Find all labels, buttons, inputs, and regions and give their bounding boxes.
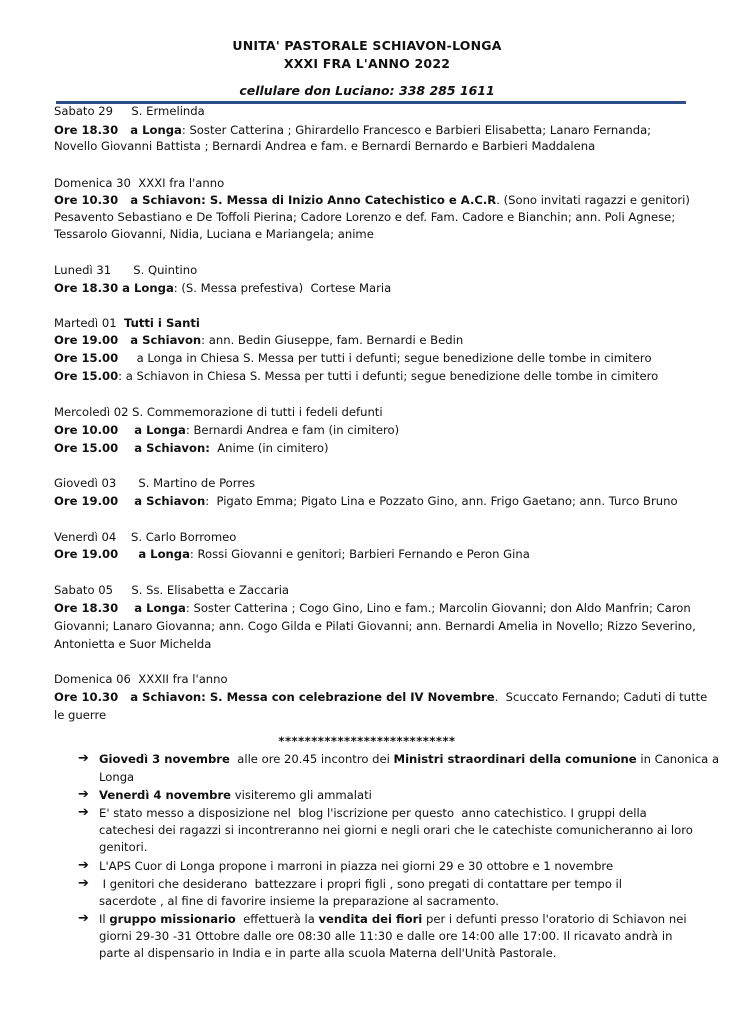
day-label: Giovedì 03 S. Martino de Porres [54, 476, 256, 490]
notice-item [99, 912, 714, 927]
mass-time-place: Ore 18.30 a Longa [54, 601, 186, 615]
section-separator: *************************** [278, 734, 456, 748]
mass-entry-cont [54, 708, 714, 722]
mass-entry [54, 690, 714, 704]
day-heading [54, 530, 714, 544]
mass-note: . (Sono invitati ragazzi e genitori) [496, 193, 690, 207]
notice-text: alle ore 20.45 incontro dei [229, 752, 394, 766]
notice-item [99, 877, 714, 892]
notice-item [99, 806, 714, 821]
mass-intentions: a Longa in Chiesa S. Messa per tutti i defunti; segue benedizione delle tombe in cimitero [118, 351, 652, 365]
mass-entry [54, 369, 714, 383]
notice-text: L'APS Cuor di Longa propone i marroni in piazza nei giorni 29 e 30 ottobre e 1 novembre [99, 859, 614, 873]
day-label: Venerdì 04 S. Carlo Borromeo [54, 530, 237, 544]
mass-entry [54, 423, 714, 437]
arrow-icon: ➔ [78, 911, 89, 926]
mass-intentions: : Soster Catterina ; Ghirardello Francesco e Barbieri Elisabetta; Lanaro Fernanda; [181, 123, 652, 137]
notice-date: Giovedì 3 novembre [99, 752, 230, 766]
mass-entry [54, 547, 714, 561]
mass-entry [54, 333, 714, 347]
mass-entry [54, 494, 714, 508]
notice-text: parte al dispensario in India e in parte alla scuola Materna dell'Unità Pastorale. [99, 946, 557, 960]
notice-text: E' stato messo a disposizione nel blog l'iscrizione per questo anno catechistico. I gruppi della [99, 806, 647, 820]
arrow-icon: ➔ [78, 876, 89, 891]
mass-intentions: Antonietta e Suor Michelda [54, 637, 212, 651]
notice-highlight: gruppo missionario [109, 912, 236, 926]
mass-entry-cont [54, 619, 714, 633]
notice-item-cont [99, 929, 714, 944]
mass-intentions: : ann. Bedin Giuseppe, fam. Bernardi e Bedin [201, 333, 464, 347]
mass-entry-cont [54, 637, 714, 651]
mass-time-place: Ore 19.00 a Schiavon [54, 333, 202, 347]
day-heading [54, 672, 714, 686]
mass-intentions: le guerre [54, 708, 107, 722]
notice-text: in Canonica a [636, 752, 720, 766]
mass-intentions: Tessarolo Giovanni, Nidia, Luciana e Mariangela; anime [54, 227, 374, 241]
notice-text: effettuerà la [235, 912, 319, 926]
day-label: Mercoledì 02 S. Commemorazione di tutti i fedeli defunti [54, 405, 383, 419]
phone-contact: cellulare don Luciano: 338 285 1611 [239, 83, 495, 98]
notice-text: visiteremo gli ammalati [231, 788, 372, 802]
notice-item [99, 788, 714, 803]
day-heading [54, 263, 714, 277]
mass-intentions: Pesavento Sebastiano e De Toffoli Pierina; Cadore Lorenzo e def. Fam. Cadore e Bianchin; ann. Poli Agnese; [54, 210, 676, 224]
day-heading [54, 176, 714, 190]
mass-time-place: Ore 10.30 a Schiavon: S. Messa con celebrazione del IV Novembre [54, 690, 495, 704]
notice-item [99, 752, 720, 767]
mass-entry [54, 601, 714, 615]
mass-intentions: : Pigato Emma; Pigato Lina e Pozzato Gino, ann. Frigo Gaetano; ann. Turco Bruno [205, 494, 678, 508]
mass-intentions: : Soster Catterina ; Cogo Gino, Lino e fam.; Marcolin Giovanni; don Aldo Manfrin; Caron [185, 601, 691, 615]
arrow-icon: ➔ [78, 805, 89, 820]
day-heading [54, 476, 714, 490]
notice-date: Venerdì 4 novembre [99, 788, 232, 802]
bulletin-title: UNITA' PASTORALE SCHIAVON-LONGA [232, 38, 502, 53]
day-heading [54, 583, 714, 597]
notice-highlight: vendita dei fiori [318, 912, 423, 926]
notice-highlight: Ministri straordinari della comunione [393, 752, 637, 766]
mass-time-place: Ore 19.00 a Longa [54, 547, 190, 561]
feast-name: Tutti i Santi [123, 316, 200, 330]
mass-entry [54, 351, 714, 365]
mass-entry [54, 123, 714, 137]
notice-text: catechesi dei ragazzi si incontreranno nei giorni e negli orari che le catechiste comunicheranno ai loro [99, 823, 693, 837]
mass-time: Ore 15.00 [54, 351, 119, 365]
mass-entry-cont [54, 210, 714, 224]
mass-intentions: Giovanni; Lanaro Giovanna; ann. Cogo Gilda e Pilati Giovanni; ann. Bernardi Amelia in Novello; Rizzo Severino, [54, 619, 696, 633]
notice-text: Longa [99, 770, 135, 784]
mass-intentions: : Rossi Giovanni e genitori; Barbieri Fernando e Peron Gina [189, 547, 530, 561]
mass-entry [54, 441, 714, 455]
arrow-icon: ➔ [78, 858, 89, 873]
notice-text: giorni 29-30 -31 Ottobre dalle ore 08:30 alle 11:30 e dalle ore 14:00 alle 17:00. Il ricavato andrà in [99, 929, 673, 943]
notice-text: per i defunti presso l'oratorio di Schiavon nei [422, 912, 687, 926]
day-heading [54, 104, 714, 118]
mass-entry [54, 193, 714, 207]
day-label: Domenica 30 XXXI fra l'anno [54, 176, 225, 190]
mass-intentions: : Bernardi Andrea e fam (in cimitero) [185, 423, 400, 437]
notice-item-cont [99, 894, 714, 909]
mass-entry-cont [54, 139, 714, 153]
notice-item-cont [99, 770, 714, 785]
mass-entry [54, 281, 714, 295]
notice-item-cont [99, 823, 714, 838]
mass-time-place: Ore 10.00 a Longa [54, 423, 186, 437]
mass-intentions: Novello Giovanni Battista ; Bernardi Andrea e fam. e Bernardi Bernardo e Barbieri Maddalena [54, 139, 596, 153]
bulletin-subtitle: XXXI FRA L'ANNO 2022 [283, 56, 451, 71]
notice-text: Il [99, 912, 110, 926]
day-label: Domenica 06 XXXII fra l'anno [54, 672, 228, 686]
mass-entry-cont [54, 227, 714, 241]
day-label: Sabato 29 S. Ermelinda [54, 104, 205, 118]
notice-text: I genitori che desiderano battezzare i propri figli , sono pregati di contattare per tempo il [99, 877, 622, 891]
notice-item-cont [99, 946, 714, 961]
mass-time: Ore 15.00 [54, 369, 119, 383]
mass-time-place: Ore 18.30 a Longa [54, 281, 174, 295]
arrow-icon: ➔ [78, 787, 89, 802]
notice-item [99, 859, 714, 874]
mass-intentions: : (S. Messa prefestiva) Cortese Maria [173, 281, 392, 295]
mass-intentions: . Scuccato Fernando; Caduti di tutte [494, 690, 708, 704]
day-label: Martedì 01 [54, 316, 124, 330]
mass-place: a Longa [118, 123, 182, 137]
notice-text: genitori. [99, 840, 148, 854]
day-label: Lunedì 31 S. Quintino [54, 263, 198, 277]
mass-time-place: Ore 19.00 a Schiavon [54, 494, 206, 508]
notice-item-cont [99, 840, 714, 855]
mass-time-place: Ore 10.30 a Schiavon: S. Messa di Inizio Anno Catechistico e A.C.R [54, 193, 497, 207]
mass-time: Ore 18.30 [54, 123, 119, 137]
mass-time-place: Ore 15.00 a Schiavon: [54, 441, 210, 455]
arrow-icon: ➔ [78, 751, 89, 766]
notice-text: sacerdote , al fine di favorire insieme la preparazione al sacramento. [99, 894, 499, 908]
mass-intentions: Anime (in cimitero) [209, 441, 329, 455]
mass-intentions: : a Schiavon in Chiesa S. Messa per tutti i defunti; segue benedizione delle tombe in cimitero [118, 369, 659, 383]
day-heading [54, 316, 714, 330]
day-heading [54, 405, 714, 419]
day-label: Sabato 05 S. Ss. Elisabetta e Zaccaria [54, 583, 290, 597]
